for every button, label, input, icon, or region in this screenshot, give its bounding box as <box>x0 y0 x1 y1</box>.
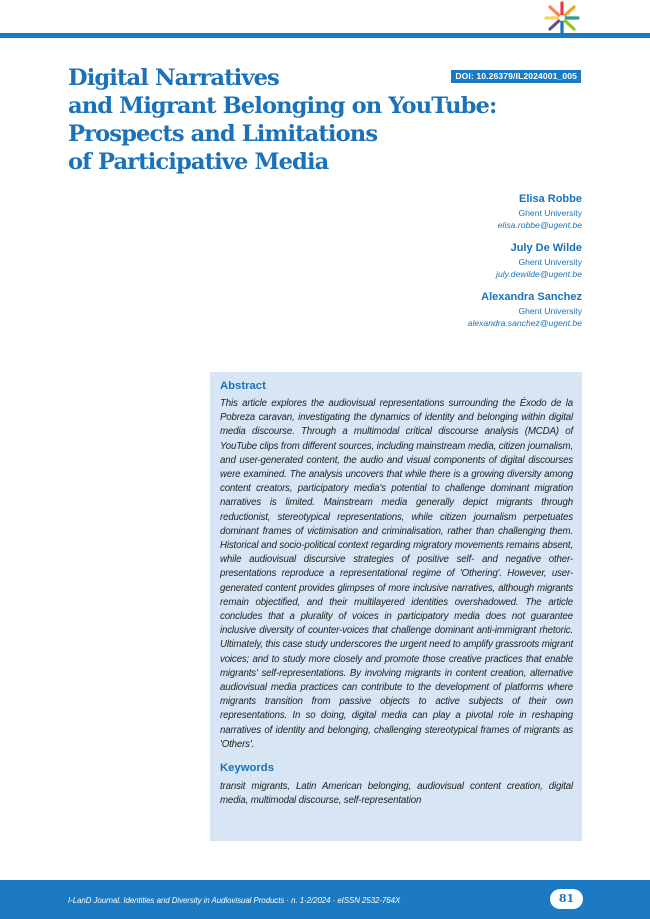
author-affiliation: Ghent University <box>518 208 582 218</box>
author-name: July De Wilde <box>510 242 582 254</box>
author-name: Alexandra Sanchez <box>481 291 582 303</box>
author-email[interactable]: july.dewilde@ugent.be <box>496 269 582 279</box>
author-name: Elisa Robbe <box>519 193 582 205</box>
abstract-heading: Abstract <box>220 380 266 392</box>
keywords-heading: Keywords <box>220 762 274 775</box>
author-list <box>282 192 582 339</box>
author-block <box>282 290 582 329</box>
i-land-star-logo-icon <box>543 0 581 36</box>
doi-badge: DOI: 10.26379/IL2024001_005 <box>451 70 581 83</box>
title-line: and Migrant Belonging on YouTube: <box>68 93 497 119</box>
title-line: Prospects and Limitations <box>68 121 378 147</box>
author-affiliation: Ghent University <box>518 306 582 316</box>
title-line: Digital Narratives <box>68 65 279 91</box>
keywords-text: transit migrants, Latin American belonging, audiovisual content creation, digital media, multimodal discourse, self-representation <box>220 781 573 807</box>
title-line: of Participative Media <box>68 149 329 175</box>
author-block <box>282 241 582 280</box>
article-title <box>68 64 528 176</box>
author-block <box>282 192 582 231</box>
abstract-text: This article explores the audiovisual representations surrounding the Éxodo de la Pobreza caravan, investigating the dynamics of identity and belonging within digital media discourse. Through a multimodal critical discourse analysis (MCDA) of YouTube clips from different sources, including mainstream media, citizen journalism, and user-generated content, the audio and visual components of digital discourses were examined. The analysis uncovers that while there is a growing diversity among content creators, participatory media's potential to challenge dominant migration narratives is limited. Mainstream media generally depict migrants through reductionist, stereotypical representations, while citizen journalism perpetuates dominant frames of victimisation and criminalisation, rather than challenging them. Historical and socio-political context regarding migratory movements remains absent, while audiovisual discursive strategies of positive self- and negative other-presentations reproduce a representational regime of 'Othering'. However, user-generated content provides glimpses of more inclusive narratives, although migrants remain objectified, and their multilayered identities overshadowed. The article concludes that a plurality of voices in participatory media does not guarantee inclusive diversity of counter-voices that challenge dominant anti-immigrant rhetoric. Ultimately, this case study underscores the urgent need to amplify grassroots migrant voices; and to study more closely and promote those creative practices that enable migrants' self-representations. By involving migrants in content creation, alternative audiovisual media practices can contribute to the development of platforms where migrants transition from passive objects to active subjects of their own representations. In so doing, digital media can play a pivotal role in reshaping narratives of identity and belonging, challenging stereotypical frames of migrants as 'Others'. <box>220 398 573 750</box>
author-email[interactable]: elisa.robbe@ugent.be <box>497 220 582 230</box>
author-email[interactable]: alexandra.sanchez@ugent.be <box>467 318 582 328</box>
abstract-box <box>210 372 582 841</box>
journal-citation: I-LanD Journal. Identities and Diversity in Audiovisual Products · n. 1-2/2024 · eISSN 2532-764X <box>68 896 401 905</box>
page-number: 81 <box>550 889 583 909</box>
author-affiliation: Ghent University <box>518 257 582 267</box>
